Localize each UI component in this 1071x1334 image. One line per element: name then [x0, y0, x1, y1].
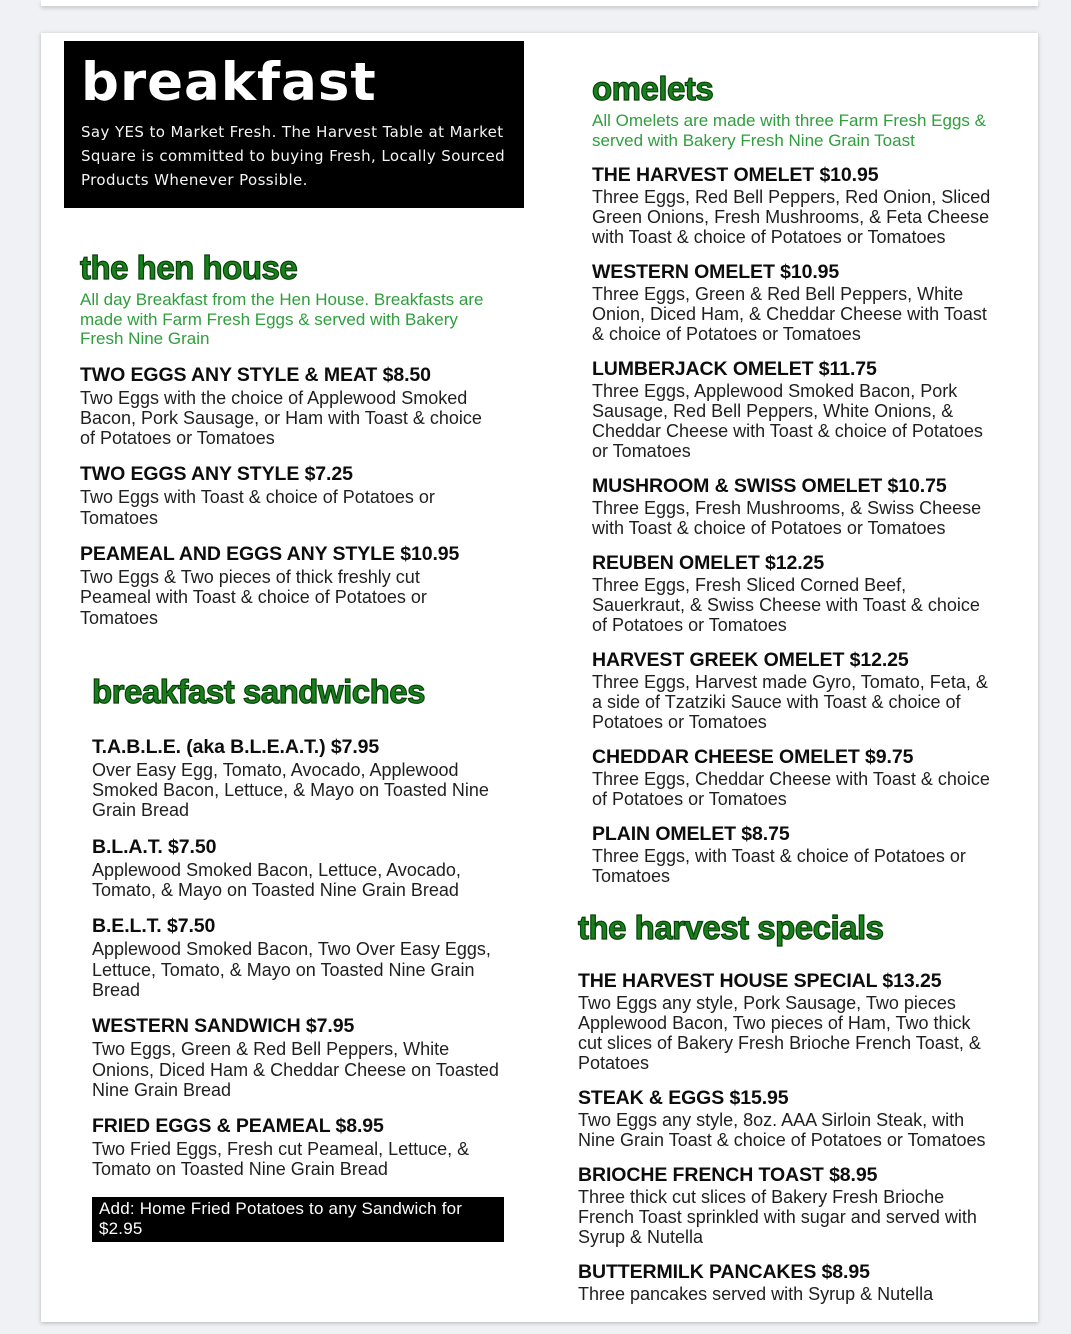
- menu-item-description: Three pancakes served with Syrup & Nutella: [578, 1284, 934, 1304]
- section-heading: omelets: [592, 70, 714, 107]
- menu-item-description: Three Eggs, Cheddar Cheese with Toast & choice of Potatoes or Tomatoes: [592, 769, 990, 809]
- menu-item-name: WESTERN SANDWICH: [92, 1015, 301, 1038]
- menu-item-title: [578, 1261, 998, 1283]
- menu-item: [92, 915, 504, 1000]
- breakfast-header-box: [64, 41, 524, 208]
- menu-item: [80, 364, 492, 449]
- menu-item-title: [592, 823, 992, 845]
- right-sections-container: [578, 70, 992, 1304]
- menu-item-description: Three Eggs, Red Bell Peppers, Red Onion, Sliced Green Onions, Fresh Mushrooms, & Feta Cheese with Toast & choice of Potatoes or Tomatoes: [592, 187, 991, 247]
- menu-item-price: $13.25: [882, 970, 942, 992]
- menu-item-name: B.E.L.T.: [92, 915, 162, 938]
- menu-item-price: $15.95: [729, 1087, 789, 1109]
- menu-item-description: Applewood Smoked Bacon, Lettuce, Avocado, Tomato, & Mayo on Toasted Nine Grain Bread: [92, 859, 461, 901]
- menu-item-title: [592, 261, 992, 283]
- menu-item: [592, 261, 992, 344]
- left-column: [64, 41, 526, 1242]
- menu-item-price: $7.50: [168, 835, 217, 858]
- section-subtitle: All Omelets are made with three Farm Fresh Eggs & served with Bakery Fresh Nine Grain Toast: [592, 111, 986, 150]
- menu-item: [80, 543, 492, 628]
- menu-item-price: $7.50: [166, 915, 216, 938]
- menu-item-name: REUBEN OMELET: [592, 552, 760, 574]
- menu-item-name: THE HARVEST OMELET: [592, 164, 815, 186]
- menu-item-description: Two Eggs with Toast & choice of Potatoes or Tomatoes: [80, 487, 435, 528]
- previous-page-edge: [41, 0, 1038, 6]
- menu-item-description: Three thick cut slices of Bakery Fresh Brioche French Toast sprinkled with sugar and served with Syrup & Nutella: [578, 1187, 977, 1247]
- menu-item-title: [92, 736, 504, 759]
- menu-item: [578, 1261, 998, 1304]
- menu-item-description: Three Eggs, Harvest made Gyro, Tomato, Feta, & a side of Tzatziki Sauce with Toast & choice of Potatoes or Tomatoes: [592, 672, 988, 732]
- menu-item: [92, 1015, 504, 1100]
- menu-item-title: [592, 358, 992, 380]
- menu-item-name: CHEDDAR CHEESE OMELET: [592, 746, 860, 768]
- menu-item: [592, 358, 992, 461]
- section-subtitle: All day Breakfast from the Hen House. Breakfasts are made with Farm Fresh Eggs & served with Bakery Fresh Nine Grain: [80, 290, 484, 348]
- menu-item-name: LUMBERJACK OMELET: [592, 358, 814, 380]
- menu-item-title: [592, 649, 992, 671]
- menu-item-description: Three Eggs, Fresh Sliced Corned Beef, Sauerkraut, & Swiss Cheese with Toast & choice of Potatoes or Tomatoes: [592, 575, 980, 635]
- menu-item: [592, 823, 992, 886]
- add-on-banner: Add: Home Fried Potatoes to any Sandwich for $2.95: [92, 1197, 504, 1242]
- menu-item-price: $10.95: [400, 542, 460, 565]
- section-hen-house: [80, 250, 492, 628]
- menu-item-price: $8.95: [335, 1115, 384, 1138]
- menu-item-description: Three Eggs, Applewood Smoked Bacon, Pork Sausage, Red Bell Peppers, White Onions, & Cheddar Cheese with Toast & choice of Potatoes or Tomatoes: [592, 381, 983, 461]
- menu-item-description: Three Eggs, Fresh Mushrooms, & Swiss Cheese with Toast & choice of Potatoes or Tomatoes: [592, 498, 982, 538]
- menu-item-name: TWO EGGS ANY STYLE: [80, 463, 300, 486]
- menu-item: [578, 1164, 998, 1247]
- menu-item-name: T.A.B.L.E. (aka B.L.E.A.T.): [92, 735, 326, 758]
- menu-item: [592, 475, 992, 538]
- menu-item-description: Two Eggs, Green & Red Bell Peppers, White Onions, Diced Ham & Cheddar Cheese on Toasted Nine Grain Bread: [92, 1039, 499, 1100]
- menu-item: [592, 649, 992, 732]
- section-harvest-specials: [578, 910, 998, 1304]
- menu-item-price: $10.95: [780, 261, 840, 283]
- section-heading: the harvest specials: [578, 909, 884, 946]
- menu-item-description: Three Eggs, Green & Red Bell Peppers, White Onion, Diced Ham, & Cheddar Cheese with Toast & choice of Potatoes or Tomatoes: [592, 284, 987, 344]
- right-column: [578, 33, 992, 1304]
- menu-item-title: [92, 1015, 504, 1038]
- menu-item: [92, 736, 504, 821]
- section-heading: breakfast sandwiches: [92, 672, 425, 710]
- menu-item-price: $8.95: [821, 1261, 870, 1283]
- menu-item-price: $10.95: [819, 164, 879, 186]
- menu-item-title: [578, 1164, 998, 1186]
- menu-item-name: BRIOCHE FRENCH TOAST: [578, 1164, 824, 1186]
- menu-page: [41, 33, 1038, 1322]
- menu-item-name: MUSHROOM & SWISS OMELET: [592, 475, 883, 497]
- menu-item-price: $7.95: [330, 735, 380, 758]
- left-sections-container: [64, 250, 526, 1242]
- menu-item-name: PLAIN OMELET: [592, 823, 736, 845]
- menu-tagline: Say YES to Market Fresh. The Harvest Table at Market Square is committed to buying Fresh, Locally Sourced Products Whenever Possible.: [81, 123, 506, 189]
- menu-item-name: TWO EGGS ANY STYLE & MEAT: [80, 363, 378, 386]
- menu-item-description: Two Eggs & Two pieces of thick freshly cut Peameal with Toast & choice of Potatoes or Tomatoes: [80, 566, 427, 628]
- menu-item-name: B.L.A.T.: [92, 835, 163, 858]
- menu-item-description: Two Eggs any style, 8oz. AAA Sirloin Steak, with Nine Grain Toast & choice of Potatoes or Tomatoes: [578, 1110, 986, 1150]
- menu-item-price: $12.25: [765, 552, 825, 574]
- menu-item-name: FRIED EGGS & PEAMEAL: [92, 1115, 331, 1138]
- menu-item-price: $8.95: [829, 1164, 878, 1186]
- menu-item-name: BUTTERMILK PANCAKES: [578, 1261, 817, 1283]
- menu-item-title: [92, 836, 504, 859]
- menu-item-price: $8.50: [382, 363, 431, 386]
- menu-item: [92, 1115, 504, 1180]
- menu-item-name: STEAK & EGGS: [578, 1087, 725, 1109]
- menu-item-title: [92, 1115, 504, 1138]
- section-heading: the hen house: [80, 249, 298, 286]
- menu-item-title: [578, 1087, 998, 1109]
- menu-item-title: [80, 364, 492, 387]
- section-breakfast-sandwiches: [92, 674, 504, 1242]
- menu-item-price: $7.95: [305, 1015, 355, 1038]
- menu-item-title: [592, 552, 992, 574]
- menu-item-price: $12.25: [849, 649, 909, 671]
- menu-item-title: [80, 543, 492, 566]
- menu-item-title: [92, 915, 504, 938]
- menu-title: breakfast: [81, 52, 377, 113]
- menu-item-name: HARVEST GREEK OMELET: [592, 649, 845, 671]
- menu-item: [578, 970, 998, 1073]
- section-omelets: [592, 71, 992, 886]
- menu-item-name: THE HARVEST HOUSE SPECIAL: [578, 970, 878, 992]
- menu-item-description: Two Eggs with the choice of Applewood Smoked Bacon, Pork Sausage, or Ham with Toast & choice of Potatoes or Tomatoes: [80, 387, 482, 449]
- menu-item-title: [80, 463, 492, 486]
- menu-item: [592, 164, 992, 247]
- menu-item: [578, 1087, 998, 1150]
- menu-item-description: Two Eggs any style, Pork Sausage, Two pieces Applewood Bacon, Two pieces of Ham, Two thick cut slices of Bakery Fresh Brioche French Toast, & Potatoes: [578, 993, 981, 1073]
- menu-item-title: [578, 970, 998, 992]
- menu-item-price: $11.75: [818, 358, 877, 380]
- menu-item-price: $8.75: [741, 823, 790, 845]
- menu-item-description: Three Eggs, with Toast & choice of Potatoes or Tomatoes: [592, 846, 966, 886]
- menu-item-name: PEAMEAL AND EGGS ANY STYLE: [80, 542, 395, 565]
- menu-item-title: [592, 746, 992, 768]
- menu-item-name: WESTERN OMELET: [592, 261, 775, 283]
- menu-item-price: $7.25: [304, 463, 353, 486]
- menu-item-description: Applewood Smoked Bacon, Two Over Easy Eggs, Lettuce, Tomato, & Mayo on Toasted Nine Grain Bread: [92, 939, 491, 1000]
- menu-item: [92, 836, 504, 901]
- menu-item-description: Two Fried Eggs, Fresh cut Peameal, Lettuce, & Tomato on Toasted Nine Grain Bread: [92, 1139, 470, 1180]
- menu-item: [80, 463, 492, 528]
- menu-item-title: [592, 164, 992, 186]
- menu-item: [592, 746, 992, 809]
- menu-item-description: Over Easy Egg, Tomato, Avocado, Applewood Smoked Bacon, Lettuce, & Mayo on Toasted Nine Grain Bread: [92, 759, 489, 821]
- menu-item-price: $10.75: [887, 475, 947, 497]
- menu-item-title: [592, 475, 992, 497]
- menu-item-price: $9.75: [865, 746, 914, 768]
- menu-item: [592, 552, 992, 635]
